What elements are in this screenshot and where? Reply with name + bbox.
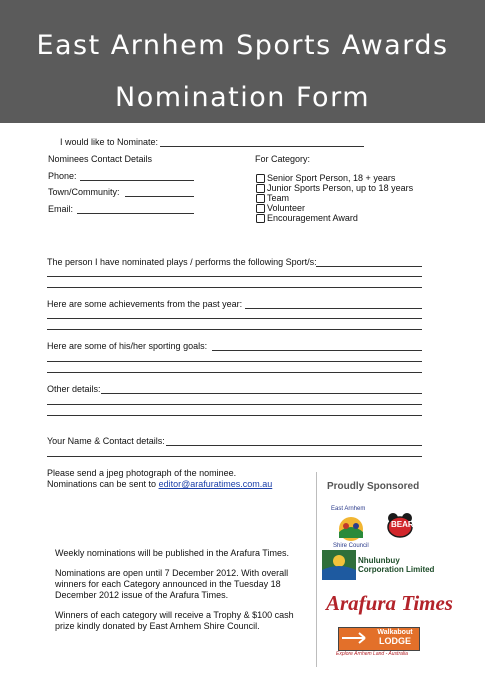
achievements-field-line[interactable] — [47, 318, 422, 319]
goals-field-line[interactable] — [47, 361, 422, 362]
walkabout-logo-text — [372, 628, 418, 646]
category-checkbox-team[interactable] — [256, 194, 265, 203]
shire-logo-icon — [333, 514, 369, 544]
email-label: Email: — [48, 204, 74, 214]
category-label-volunteer: Volunteer — [267, 203, 306, 213]
category-label-junior: Junior Sports Person, up to 18 years — [267, 183, 414, 193]
sport-label: The person I have nominated plays / performs the following Sport/s: — [47, 257, 317, 267]
nominate-field[interactable] — [160, 146, 364, 147]
boomerang-icon — [341, 631, 371, 645]
your-contact-label: Your Name & Contact details: — [47, 436, 165, 446]
goals-field-line[interactable] — [47, 372, 422, 373]
prize-note-line1: Winners of each category will receive a Trophy & $100 cash — [55, 610, 294, 620]
other-details-field[interactable] — [101, 393, 422, 394]
shire-logo-bottom: Shire Council — [333, 543, 369, 549]
weekly-note: Weekly nominations will be published in the Arafura Times. — [55, 548, 289, 558]
contact-heading: Nominees Contact Details — [48, 154, 153, 164]
walkabout-line2: LODGE — [378, 636, 411, 646]
phone-label: Phone: — [48, 171, 77, 181]
nhulunbuy-line1: Nhulunbuy — [358, 556, 400, 565]
nhulunbuy-logo-text — [358, 556, 434, 574]
email-link[interactable]: editor@arafuratimes.com.au — [158, 479, 273, 489]
header-banner — [0, 0, 485, 123]
sponsor-heading: Proudly Sponsored — [327, 481, 420, 492]
open-note-line3: December 2012 issue of the Arafura Times. — [55, 590, 229, 600]
sport-field-line[interactable] — [47, 276, 422, 277]
town-field[interactable] — [125, 196, 194, 197]
category-checkbox-senior[interactable] — [256, 174, 265, 183]
goals-field[interactable] — [212, 350, 422, 351]
open-note-line2: winners for each Category announced in the Tuesday 18 — [55, 579, 281, 589]
sport-field-line[interactable] — [47, 287, 422, 288]
category-checkbox-junior[interactable] — [256, 184, 265, 193]
open-note-line1: Nominations are open until 7 December 2012. With overall — [55, 568, 289, 578]
arafura-times-logo: Arafura Times — [326, 591, 453, 615]
sport-field[interactable] — [316, 266, 422, 267]
walkabout-line1: Walkabout — [377, 629, 413, 636]
town-label: Town/Community: — [48, 187, 120, 197]
other-details-field-line[interactable] — [47, 415, 422, 416]
category-checkbox-encouragement[interactable] — [256, 214, 265, 223]
category-label-team: Team — [267, 193, 290, 203]
achievements-field[interactable] — [245, 308, 422, 309]
photo-note: Please send a jpeg photograph of the nominee. — [47, 468, 237, 478]
walkabout-tagline: Explore Arnhem Land - Australia — [336, 651, 408, 657]
prize-note-line2: prize kindly donated by East Arnhem Shire Council. — [55, 621, 260, 631]
category-heading: For Category: — [255, 154, 311, 164]
email-field[interactable] — [77, 213, 194, 214]
bear-logo-text: BEAR — [391, 520, 414, 529]
category-label-senior: Senior Sport Person, 18 + years — [267, 173, 396, 183]
send-prefix: Nominations can be sent to — [47, 479, 159, 489]
nhulunbuy-logo-icon — [322, 550, 356, 580]
goals-label: Here are some of his/her sporting goals: — [47, 341, 208, 351]
other-details-field-line[interactable] — [47, 404, 422, 405]
phone-field[interactable] — [80, 180, 194, 181]
achievements-field-line[interactable] — [47, 329, 422, 330]
achievements-label: Here are some achievements from the past year: — [47, 299, 243, 309]
nhulunbuy-line2: Corporation Limited — [358, 565, 435, 574]
nominate-label: I would like to Nominate: — [60, 137, 159, 147]
your-contact-field-line[interactable] — [47, 456, 422, 457]
send-note — [47, 479, 272, 490]
form-subtitle: Nomination Form — [115, 82, 370, 113]
shire-logo-top: East Arnhem — [331, 506, 366, 512]
form-title: East Arnhem Sports Awards — [36, 30, 449, 61]
category-label-encouragement: Encouragement Award — [267, 213, 358, 223]
other-details-label: Other details: — [47, 384, 101, 394]
your-contact-field[interactable] — [166, 445, 422, 446]
category-checkbox-volunteer[interactable] — [256, 204, 265, 213]
